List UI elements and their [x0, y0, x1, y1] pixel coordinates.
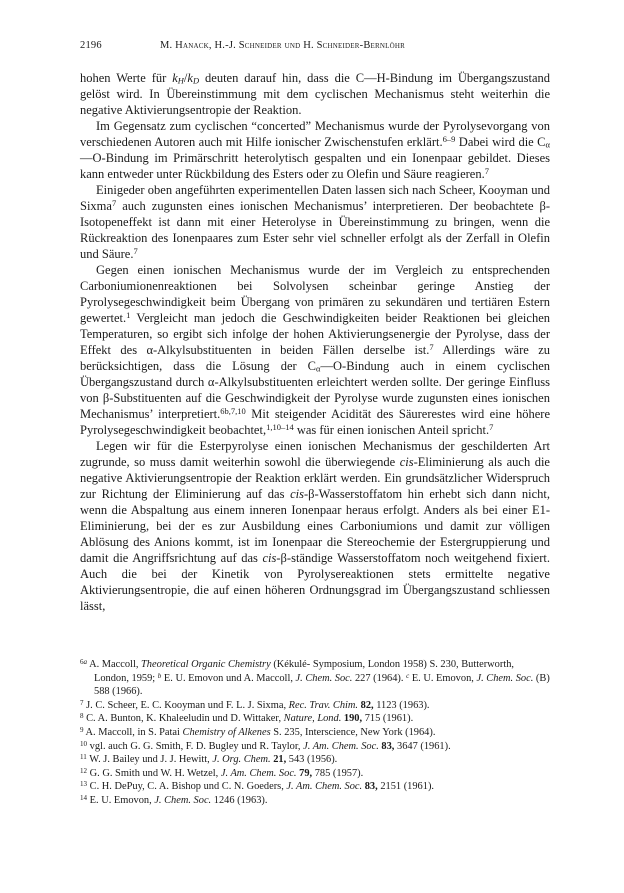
text-run: W. J. Bailey und J. J. Hewitt,	[86, 754, 213, 766]
text-run: -β-Wasserstoffatom hin erhebt sich dann nicht, wenn die Abspaltung aus einem inneren Ionenpaar heraus erfolgt. Anders als bei einer E1-Eliminierung, bei der es zur Ausbildung eines Carboniumions und damit zur völligen Ablösung des Anions kommt, ist im Ionenpaar die Stereochemie der Estergruppierung und damit die Angriffsrichtung auf das	[80, 487, 550, 565]
text-run: Allerdings wäre zu berücksichtigen, dass die Lösung der C	[80, 343, 551, 373]
superscript: b	[157, 671, 162, 680]
text-run: Theoretical Organic Chemistry	[141, 659, 271, 670]
text-run: was für einen ionischen Anteil spricht.	[293, 423, 490, 437]
text-run: -β-ständige Wasserstoffatom noch weitgehend fixiert. Auch die bei der Kinetik von Pyrolysereaktionen stets ermittelte negative Aktivierungsentropie, die auf einen höheren Ordnungsgrad im Übergangszustand schliessen lässt,	[80, 551, 550, 613]
footnote	[80, 658, 550, 699]
text-run: Gegen einen ionischen Mechanismus wurde der im Vergleich zu entsprechenden Carboniumionenreaktionen bei Solvolysen scheinbar geringe Anstieg der Pyrolysegeschwindigkeit beim Übergang von primären zu sekundären und tertiären Estern gewertet.	[80, 263, 550, 325]
superscript: 14	[80, 793, 88, 802]
text-run: G. G. Smith und W. H. Wetzel,	[87, 767, 221, 779]
text-run: Legen wir für die Esterpyrolyse einen ionischen Mechanismus der geschilderten Art zugrunde, so muss damit weiterhin sowohl die überwiegende	[80, 439, 550, 469]
text-run: deuten darauf hin, dass die C—H-Bindung im Übergangszustand gelöst wird. In Übereinstimmung mit dem cyclischen Mechanismus steht weiterhin die negative Aktivierungsentropie der Reaktion.	[80, 71, 550, 117]
text-run: k	[187, 71, 193, 85]
superscript: 7	[111, 198, 117, 209]
text-run: vgl. auch G. G. Smith, F. D. Bugley und R. Taylor,	[87, 740, 304, 752]
text-run: Im Gegensatz zum cyclischen “concerted” Mechanismus wurde der Pyrolysevorgang von verschiedenen Autoren auch mit Hilfe ionischer Zwischenstufen erklärt.	[80, 119, 550, 149]
paragraph	[80, 182, 550, 262]
text-run: J. Am. Chem. Soc.	[303, 740, 379, 752]
text-run: Einigeder oben angeführten experimentellen Daten lassen sich nach Scheer, Kooyman und Sixma	[80, 183, 550, 213]
text-run: Rec. Trav. Chim.	[288, 699, 359, 711]
paragraph	[80, 262, 550, 438]
text-run: 2151 (1961).	[377, 781, 435, 793]
text-run: 227 (1964).	[352, 672, 407, 684]
superscript: 7	[484, 166, 489, 177]
subscript: α	[545, 139, 550, 150]
subscript: α	[316, 363, 321, 374]
text-run: —O-Bindung im Primärschritt heterolytisch gespalten und ein Ionenpaar gebildet. Dieses kann entweder unter Rückbildung des Esters oder zu Olefin und Säure reagieren.	[80, 151, 550, 181]
text-run: 3647 (1961).	[394, 740, 451, 752]
footnote	[80, 699, 550, 713]
superscript: c	[406, 671, 410, 680]
text-run: 785 (1957).	[312, 767, 364, 779]
superscript: 6	[80, 657, 84, 666]
text-run: 21,	[273, 754, 287, 766]
text-run: S. 235, Interscience, New York (1964).	[270, 726, 436, 738]
text-run: E. U. Emovon,	[409, 672, 477, 684]
subscript: H	[177, 75, 184, 86]
text-run: 82,	[360, 699, 374, 711]
text-run: 543 (1956).	[286, 754, 338, 766]
superscript: 6–9	[442, 134, 456, 145]
text-run: —O-Bindung auch in einem cyclischen Übergangszustand durch α-Alkylsubstituenten erleichtert werden sollte. Der geringe Einfluss von β-Substituenten auf die Geschwindigkeit der Pyrolyse wurde zugunsten eines ionischen Mechanismus’ interpretiert.	[80, 359, 550, 421]
text-run: k	[172, 71, 178, 85]
superscript: 9	[80, 725, 84, 734]
text-run: 83,	[364, 781, 378, 793]
superscript: 7	[80, 698, 84, 707]
footnote	[80, 726, 550, 740]
text-run: A. Maccoll,	[87, 659, 142, 670]
text-run: cis	[399, 455, 414, 469]
text-run: (B) 588 (1966).	[94, 672, 550, 698]
text-run: J. Org. Chem.	[212, 754, 271, 766]
text-run: 715 (1961).	[362, 713, 414, 725]
text-run: cis	[262, 551, 277, 565]
paragraph	[80, 118, 550, 182]
text-run: auch zugunsten eines ionischen Mechanismus’ interpretieren. Der beobachtete β-Isotopeneffekt ist dann mit einer Heterolyse in Übereinstimmung zu bringen, wenn die Rückreaktion des Ionenpaares zum Ester sehr viel schneller erfolgt als der Zerfall in Olefin und Säure.	[80, 199, 550, 261]
subscript: D	[192, 75, 200, 86]
footnote	[80, 740, 550, 754]
text-run: Mit steigender Acidität des Säurerestes wird eine höhere Pyrolysegeschwindigkeit beobachtet,	[80, 407, 550, 437]
text-run: 83,	[381, 740, 395, 752]
text-run: C. H. DePuy, C. A. Bishop und C. N. Goeders,	[87, 781, 287, 793]
footnote	[80, 794, 550, 808]
text-run: 1246 (1963).	[211, 794, 268, 806]
superscript: 8	[80, 712, 84, 721]
text-run: C. A. Bunton, K. Khaleeludin und D. Wittaker,	[83, 713, 284, 725]
text-run: J. Chem. Soc.	[476, 672, 534, 684]
superscript: 10	[80, 739, 88, 748]
text-run: /	[183, 71, 188, 85]
text-run: cis	[290, 487, 304, 501]
superscript: 13	[80, 780, 88, 789]
text-run: 79,	[299, 767, 313, 779]
text-run: A. Maccoll, in S. Patai	[83, 726, 183, 738]
text-run: -Eliminierung als auch die negative Aktivierungsentropie der Reaktion erklärt werden. Ein grundsätzlicher Widerspruch zur Richtung der Eliminierung auf das	[80, 455, 550, 501]
paragraph	[80, 70, 550, 118]
text-run: (Kékulé- Symposium, London 1958) S. 230, Butterworth, London, 1959;	[94, 659, 515, 684]
body-text	[80, 70, 550, 614]
text-run: 190,	[343, 713, 363, 725]
footnote	[80, 767, 550, 781]
superscript: 7	[133, 246, 138, 257]
page-number: 2196	[80, 40, 102, 51]
text-run: E. U. Emovon und A. Maccoll,	[161, 672, 296, 684]
text-run: J. C. Scheer, E. C. Kooyman und F. L. J. Sixma,	[83, 699, 289, 711]
text-run: J. Chem. Soc.	[295, 672, 353, 684]
superscript: 1	[126, 310, 131, 321]
text-run: hohen Werte für	[80, 71, 173, 85]
text-run: J. Chem. Soc.	[154, 794, 212, 806]
footnote	[80, 780, 550, 794]
footnote	[80, 712, 550, 726]
footnotes	[80, 658, 550, 808]
superscript: 7	[489, 422, 494, 433]
superscript: 1,10–14	[266, 422, 294, 433]
superscript: a	[83, 657, 88, 666]
superscript: 6b,7,10	[220, 406, 246, 417]
superscript: 7	[429, 342, 434, 353]
running-header-authors: M. Hanack, H.-J. Schneider und H. Schneider-Bernlöhr	[160, 40, 406, 51]
text-run: Nature, Lond.	[283, 713, 342, 725]
text-run: J. Am. Chem. Soc.	[286, 781, 363, 793]
superscript: 11	[80, 752, 87, 761]
paragraph	[80, 438, 550, 614]
superscript: 12	[80, 766, 88, 775]
text-run: E. U. Emovon,	[87, 794, 155, 806]
text-run: 1123 (1963).	[373, 699, 430, 711]
text-run: Dabei wird die C	[455, 135, 546, 149]
text-run: J. Am. Chem. Soc.	[220, 767, 297, 779]
running-header	[80, 40, 550, 56]
footnote	[80, 753, 550, 767]
text-run: Chemistry of Alkenes	[182, 726, 271, 738]
text-run: Vergleicht man jedoch die Geschwindigkeiten beider Reaktionen bei gleichen Temperaturen, so ergibt sich infolge der hohen Aktivierungsenergie der Pyrolyse, dass der Effekt des α-Alkylsubstituenten in beiden Fällen derselbe ist.	[80, 311, 550, 357]
